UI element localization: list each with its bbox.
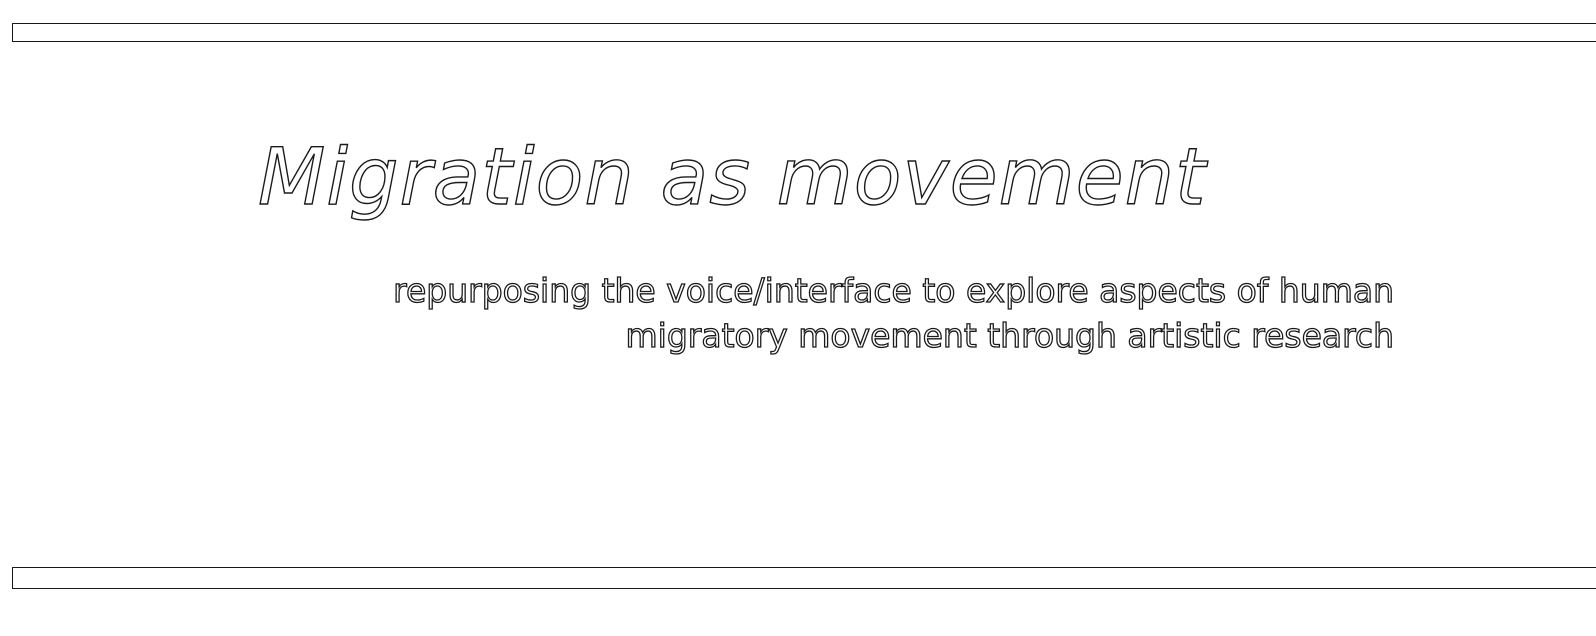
top-frame-bar (12, 23, 1596, 42)
subtitle-line-1: repurposing the voice/interface to explore aspects of human (393, 271, 1394, 310)
bottom-frame-bar (12, 567, 1596, 589)
slide-title: Migration as movement (258, 133, 1207, 223)
subtitle-line-2: migratory movement through artistic research (625, 316, 1394, 355)
slide-subtitle (393, 268, 1394, 358)
